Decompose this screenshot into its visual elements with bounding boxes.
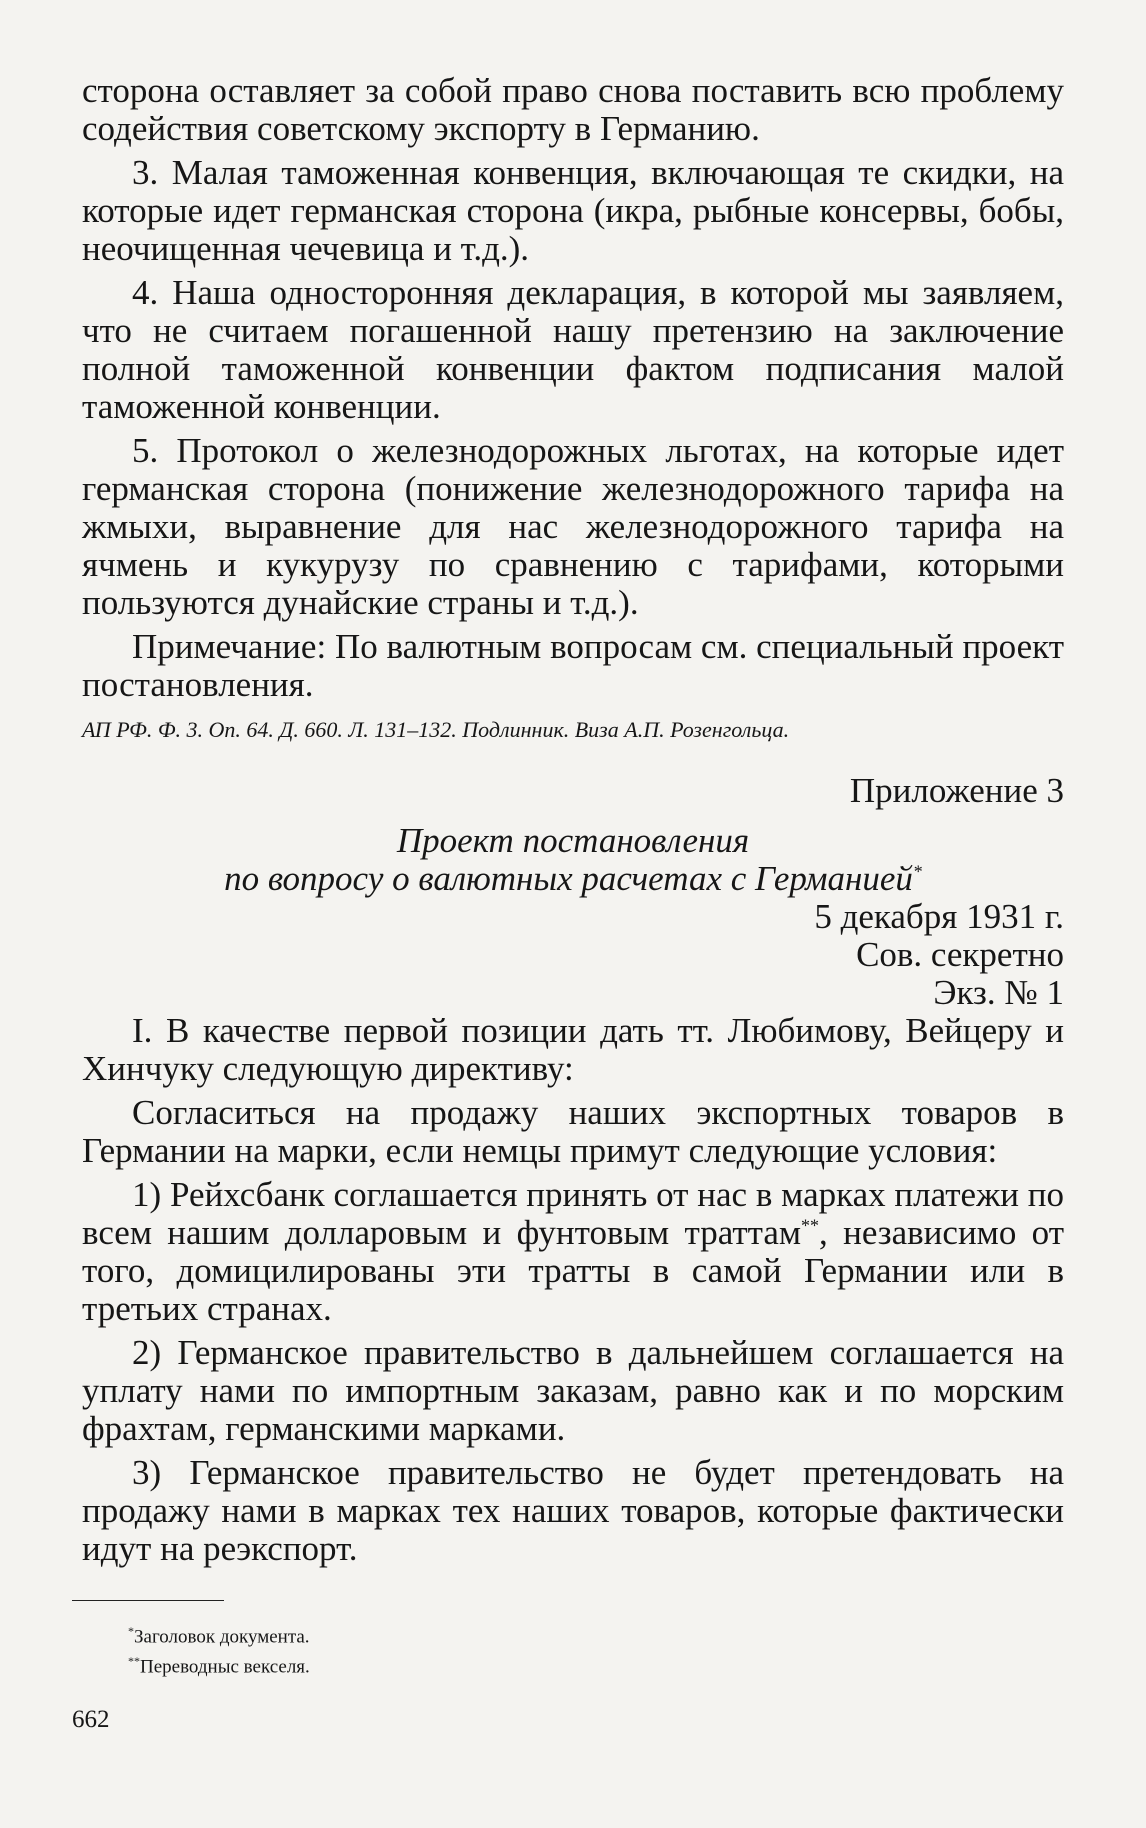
- paragraph: Согласиться на продажу наших экспортных товаров в Германии на марки, если немцы примут следующие условия:: [82, 1093, 1064, 1170]
- paragraph-text: 1) Рейхсбанк соглашается принять от нас в марках платежи по всем нашим долларовым и фунтовым траттам: [82, 1175, 1064, 1252]
- copy-number: Экз. № 1: [933, 973, 1064, 1012]
- classification: Сов. секретно: [856, 935, 1064, 974]
- paragraph: I. В качестве первой позиции дать тт. Любимову, Вейцеру и Хинчуку следующую директиву:: [82, 1011, 1064, 1088]
- source-note: АП РФ. Ф. 3. Оп. 64. Д. 660. Л. 131–132. Подлинник. Виза А.П. Розенгольца.: [82, 717, 790, 742]
- paragraph: 3. Малая таможенная конвенция, включающая те скидки, на которые идет германская сторона (икра, рыбные консервы, бобы, неочищенная чечевица и т.д.).: [82, 153, 1064, 268]
- footnote-text: Переводныс векселя.: [140, 1656, 310, 1678]
- page-content: [82, 72, 1064, 1574]
- footnote-mark: *: [912, 861, 922, 882]
- paragraph-text: , независимо от того, домицилированы эти тратты в самой Германии или в третьих странах.: [82, 1213, 1064, 1328]
- paragraph: Примечание: По валютным вопросам см. специальный проект постановления.: [82, 627, 1064, 704]
- paragraph: сторона оставляет за собой право снова поставить всю проблему содействия советскому экспорту в Германию.: [82, 71, 1064, 148]
- footnote-divider: [72, 1600, 224, 1601]
- footnote: [128, 1650, 310, 1678]
- footnote-mark: **: [801, 1215, 820, 1236]
- appendix-label: Приложение 3: [849, 771, 1064, 810]
- appendix-title-line2: [82, 860, 1064, 898]
- footnote: [128, 1620, 310, 1648]
- title-text: по вопросу о валютных расчетах с Германией: [224, 859, 913, 898]
- footnote-mark: *: [128, 1624, 134, 1638]
- footnote-text: Заголовок документа.: [134, 1626, 310, 1648]
- paragraph: 5. Протокол о железнодорожных льготах, на которые идет германская сторона (понижение железнодорожного тарифа на жмыхи, выравнение для нас железнодорожного тарифа на ячмень и кукурузу по сравнению с тарифами, которыми пользуются дунайские страны и т.д.).: [82, 431, 1064, 622]
- paragraph: [82, 1176, 1064, 1328]
- appendix-title-line1: Проект постановления: [396, 821, 750, 860]
- page-number: 662: [72, 1706, 110, 1733]
- paragraph: 4. Наша односторонняя декларация, в которой мы заявляем, что не считаем погашенной нашу претензию на заключение полной таможенной конвенции фактом подписания малой таможенной конвенции.: [82, 273, 1064, 426]
- paragraph: 2) Германское правительство в дальнейшем соглашается на уплату нами по импортным заказам, равно как и по морским фрахтам, германскими марками.: [82, 1333, 1064, 1448]
- paragraph: 3) Германское правительство не будет претендовать на продажу нами в марках тех наших товаров, которые фактически идут на реэкспорт.: [82, 1453, 1064, 1568]
- document-date: 5 декабря 1931 г.: [814, 897, 1064, 936]
- footnote-mark: **: [128, 1654, 140, 1668]
